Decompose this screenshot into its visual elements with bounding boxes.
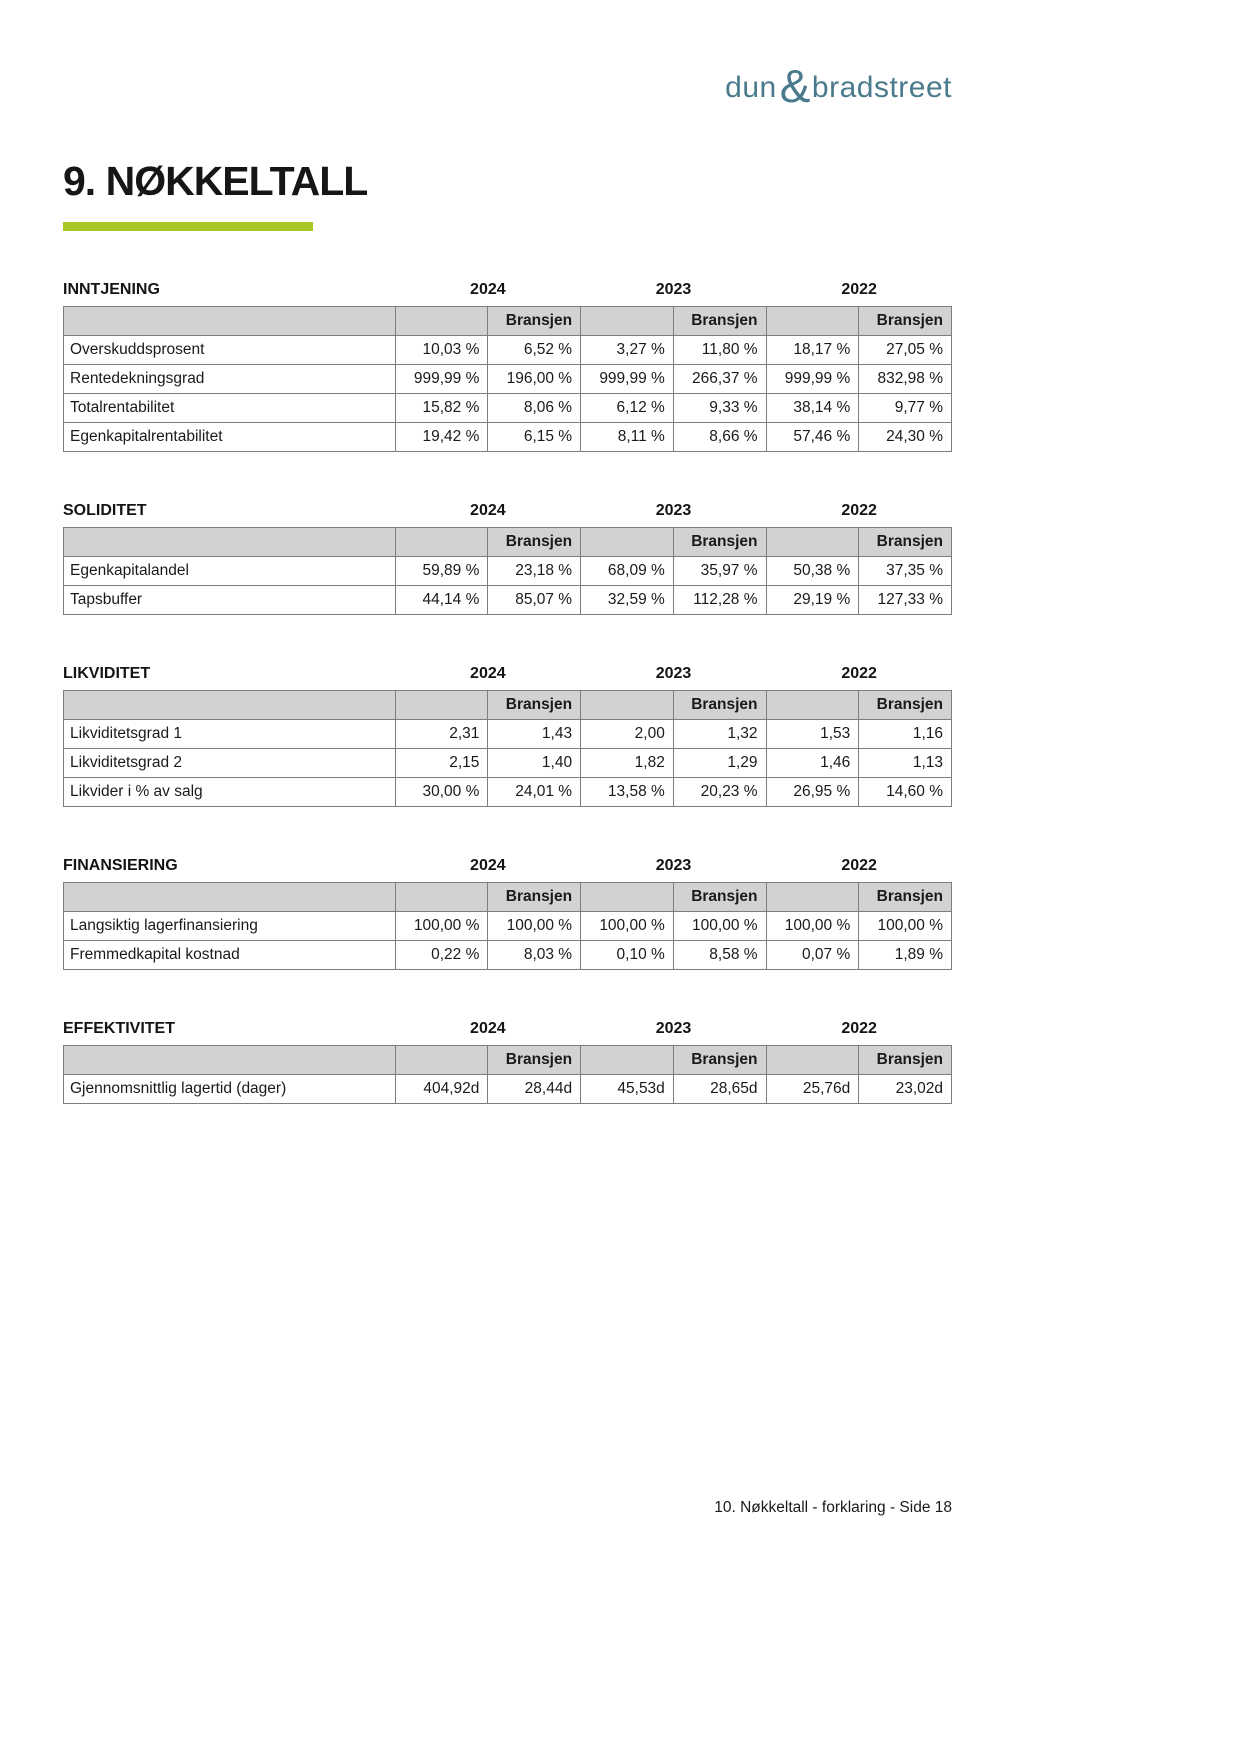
value-cell: 832,98 %	[859, 365, 952, 394]
value-cell: 404,92d	[395, 1075, 488, 1104]
value-cell: 9,77 %	[859, 394, 952, 423]
value-cell: 28,65d	[673, 1075, 766, 1104]
value-cell: 1,43	[488, 720, 581, 749]
year-label: 2022	[841, 281, 877, 298]
year-label: 2023	[655, 857, 692, 874]
value-cell: 1,13	[859, 749, 952, 778]
value-cell: 100,00 %	[766, 912, 859, 941]
sections-container	[63, 281, 952, 1104]
value-cell: 100,00 %	[859, 912, 952, 941]
row-label: Tapsbuffer	[64, 586, 396, 615]
year-label: 2024	[470, 502, 506, 519]
kpi-table	[63, 306, 952, 452]
header-empty-cell	[581, 307, 674, 336]
bransjen-header: Bransjen	[859, 1046, 952, 1075]
kpi-section	[63, 1020, 952, 1104]
value-cell: 20,23 %	[673, 778, 766, 807]
bransjen-header: Bransjen	[488, 883, 581, 912]
value-cell: 100,00 %	[673, 912, 766, 941]
value-cell: 18,17 %	[766, 336, 859, 365]
value-cell: 35,97 %	[673, 557, 766, 586]
table-body	[64, 912, 952, 970]
value-cell: 8,03 %	[488, 941, 581, 970]
value-cell: 24,30 %	[859, 423, 952, 452]
year-label: 2022	[841, 665, 877, 682]
logo-word-dun: dun	[725, 71, 777, 104]
header-empty-cell	[766, 307, 859, 336]
section-header	[63, 502, 952, 520]
section-header	[63, 1020, 952, 1038]
value-cell: 266,37 %	[673, 365, 766, 394]
row-label: Egenkapitalandel	[64, 557, 396, 586]
value-cell: 24,01 %	[488, 778, 581, 807]
value-cell: 100,00 %	[395, 912, 488, 941]
value-cell: 29,19 %	[766, 586, 859, 615]
bransjen-header: Bransjen	[673, 307, 766, 336]
section-title: SOLIDITET	[63, 502, 147, 519]
bransjen-header: Bransjen	[488, 307, 581, 336]
table-body	[64, 336, 952, 452]
table-body	[64, 557, 952, 615]
page-footer: 10. Nøkkeltall - forklaring - Side 18	[714, 1499, 952, 1516]
value-cell: 100,00 %	[581, 912, 674, 941]
value-cell: 13,58 %	[581, 778, 674, 807]
value-cell: 1,40	[488, 749, 581, 778]
value-cell: 8,66 %	[673, 423, 766, 452]
logo-word-bradstreet: bradstreet	[811, 71, 952, 104]
table-row	[64, 749, 952, 778]
year-label: 2022	[841, 857, 877, 874]
value-cell: 2,00	[581, 720, 674, 749]
value-cell: 8,11 %	[581, 423, 674, 452]
header-empty-cell	[395, 1046, 488, 1075]
header-empty-cell	[581, 1046, 674, 1075]
section-header	[63, 857, 952, 875]
value-cell: 38,14 %	[766, 394, 859, 423]
table-row	[64, 912, 952, 941]
value-cell: 44,14 %	[395, 586, 488, 615]
section-title: EFFEKTIVITET	[63, 1020, 175, 1037]
value-cell: 14,60 %	[859, 778, 952, 807]
value-cell: 6,52 %	[488, 336, 581, 365]
dnb-logo	[725, 60, 952, 112]
header-empty-cell	[64, 691, 396, 720]
header-empty-cell	[581, 883, 674, 912]
value-cell: 32,59 %	[581, 586, 674, 615]
kpi-section	[63, 281, 952, 452]
value-cell: 999,99 %	[395, 365, 488, 394]
year-label: 2024	[470, 281, 506, 298]
header-empty-cell	[581, 528, 674, 557]
kpi-section	[63, 502, 952, 615]
value-cell: 59,89 %	[395, 557, 488, 586]
table-row	[64, 365, 952, 394]
year-label: 2022	[841, 1020, 877, 1037]
value-cell: 1,32	[673, 720, 766, 749]
table-header-row	[64, 307, 952, 336]
year-label: 2024	[470, 665, 506, 682]
header-empty-cell	[395, 691, 488, 720]
header-empty-cell	[395, 528, 488, 557]
value-cell: 27,05 %	[859, 336, 952, 365]
value-cell: 127,33 %	[859, 586, 952, 615]
bransjen-header: Bransjen	[859, 883, 952, 912]
year-label: 2023	[655, 281, 692, 298]
table-row	[64, 720, 952, 749]
row-label: Totalrentabilitet	[64, 394, 396, 423]
year-label: 2024	[470, 1020, 506, 1037]
value-cell: 2,15	[395, 749, 488, 778]
header-empty-cell	[64, 307, 396, 336]
bransjen-header: Bransjen	[859, 307, 952, 336]
value-cell: 1,46	[766, 749, 859, 778]
table-body	[64, 1075, 952, 1104]
value-cell: 85,07 %	[488, 586, 581, 615]
table-row	[64, 336, 952, 365]
table-row	[64, 394, 952, 423]
table-row	[64, 941, 952, 970]
year-label: 2023	[655, 1020, 692, 1037]
kpi-table	[63, 690, 952, 807]
row-label: Fremmedkapital kostnad	[64, 941, 396, 970]
bransjen-header: Bransjen	[859, 528, 952, 557]
table-row	[64, 557, 952, 586]
table-row	[64, 1075, 952, 1104]
header-empty-cell	[395, 883, 488, 912]
value-cell: 8,06 %	[488, 394, 581, 423]
bransjen-header: Bransjen	[673, 528, 766, 557]
row-label: Egenkapitalrentabilitet	[64, 423, 396, 452]
table-row	[64, 423, 952, 452]
table-body	[64, 720, 952, 807]
value-cell: 999,99 %	[581, 365, 674, 394]
header-empty-cell	[64, 528, 396, 557]
value-cell: 57,46 %	[766, 423, 859, 452]
row-label: Gjennomsnittlig lagertid (dager)	[64, 1075, 396, 1104]
ampersand-icon: &	[779, 60, 811, 112]
year-label: 2023	[655, 502, 692, 519]
section-title: LIKVIDITET	[63, 665, 151, 682]
value-cell: 1,29	[673, 749, 766, 778]
table-header-row	[64, 691, 952, 720]
header-empty-cell	[766, 1046, 859, 1075]
year-label: 2022	[841, 502, 877, 519]
value-cell: 6,15 %	[488, 423, 581, 452]
value-cell: 23,02d	[859, 1075, 952, 1104]
table-header-row	[64, 883, 952, 912]
value-cell: 50,38 %	[766, 557, 859, 586]
header-empty-cell	[766, 528, 859, 557]
value-cell: 100,00 %	[488, 912, 581, 941]
bransjen-header: Bransjen	[488, 691, 581, 720]
header-empty-cell	[64, 883, 396, 912]
bransjen-header: Bransjen	[673, 691, 766, 720]
bransjen-header: Bransjen	[859, 691, 952, 720]
page-content	[63, 0, 952, 1104]
bransjen-header: Bransjen	[673, 883, 766, 912]
section-header	[63, 665, 952, 683]
value-cell: 15,82 %	[395, 394, 488, 423]
value-cell: 9,33 %	[673, 394, 766, 423]
value-cell: 196,00 %	[488, 365, 581, 394]
value-cell: 23,18 %	[488, 557, 581, 586]
kpi-section	[63, 665, 952, 807]
section-title: INNTJENING	[63, 281, 160, 298]
bransjen-header: Bransjen	[488, 1046, 581, 1075]
value-cell: 25,76d	[766, 1075, 859, 1104]
value-cell: 1,89 %	[859, 941, 952, 970]
row-label: Likviditetsgrad 1	[64, 720, 396, 749]
kpi-table	[63, 882, 952, 970]
value-cell: 1,82	[581, 749, 674, 778]
value-cell: 6,12 %	[581, 394, 674, 423]
table-row	[64, 778, 952, 807]
bransjen-header: Bransjen	[488, 528, 581, 557]
row-label: Overskuddsprosent	[64, 336, 396, 365]
value-cell: 8,58 %	[673, 941, 766, 970]
value-cell: 999,99 %	[766, 365, 859, 394]
page-title: 9. NØKKELTALL	[63, 158, 368, 204]
value-cell: 0,07 %	[766, 941, 859, 970]
value-cell: 2,31	[395, 720, 488, 749]
row-label: Rentedekningsgrad	[64, 365, 396, 394]
value-cell: 10,03 %	[395, 336, 488, 365]
value-cell: 30,00 %	[395, 778, 488, 807]
value-cell: 11,80 %	[673, 336, 766, 365]
value-cell: 68,09 %	[581, 557, 674, 586]
value-cell: 0,22 %	[395, 941, 488, 970]
header-empty-cell	[64, 1046, 396, 1075]
row-label: Langsiktig lagerfinansiering	[64, 912, 396, 941]
value-cell: 37,35 %	[859, 557, 952, 586]
kpi-section	[63, 857, 952, 970]
bransjen-header: Bransjen	[673, 1046, 766, 1075]
value-cell: 1,53	[766, 720, 859, 749]
value-cell: 26,95 %	[766, 778, 859, 807]
kpi-table	[63, 1045, 952, 1104]
table-header-row	[64, 1046, 952, 1075]
header-empty-cell	[395, 307, 488, 336]
table-header-row	[64, 528, 952, 557]
value-cell: 45,53d	[581, 1075, 674, 1104]
table-row	[64, 586, 952, 615]
row-label: Likvider i % av salg	[64, 778, 396, 807]
header-empty-cell	[581, 691, 674, 720]
header-empty-cell	[766, 691, 859, 720]
accent-bar	[63, 222, 313, 231]
row-label: Likviditetsgrad 2	[64, 749, 396, 778]
section-header	[63, 281, 952, 299]
header-empty-cell	[766, 883, 859, 912]
value-cell: 0,10 %	[581, 941, 674, 970]
value-cell: 112,28 %	[673, 586, 766, 615]
value-cell: 3,27 %	[581, 336, 674, 365]
logo-row	[63, 0, 952, 110]
kpi-table	[63, 527, 952, 615]
value-cell: 19,42 %	[395, 423, 488, 452]
value-cell: 28,44d	[488, 1075, 581, 1104]
section-title: FINANSIERING	[63, 857, 178, 874]
year-label: 2023	[655, 665, 692, 682]
value-cell: 1,16	[859, 720, 952, 749]
year-label: 2024	[470, 857, 506, 874]
